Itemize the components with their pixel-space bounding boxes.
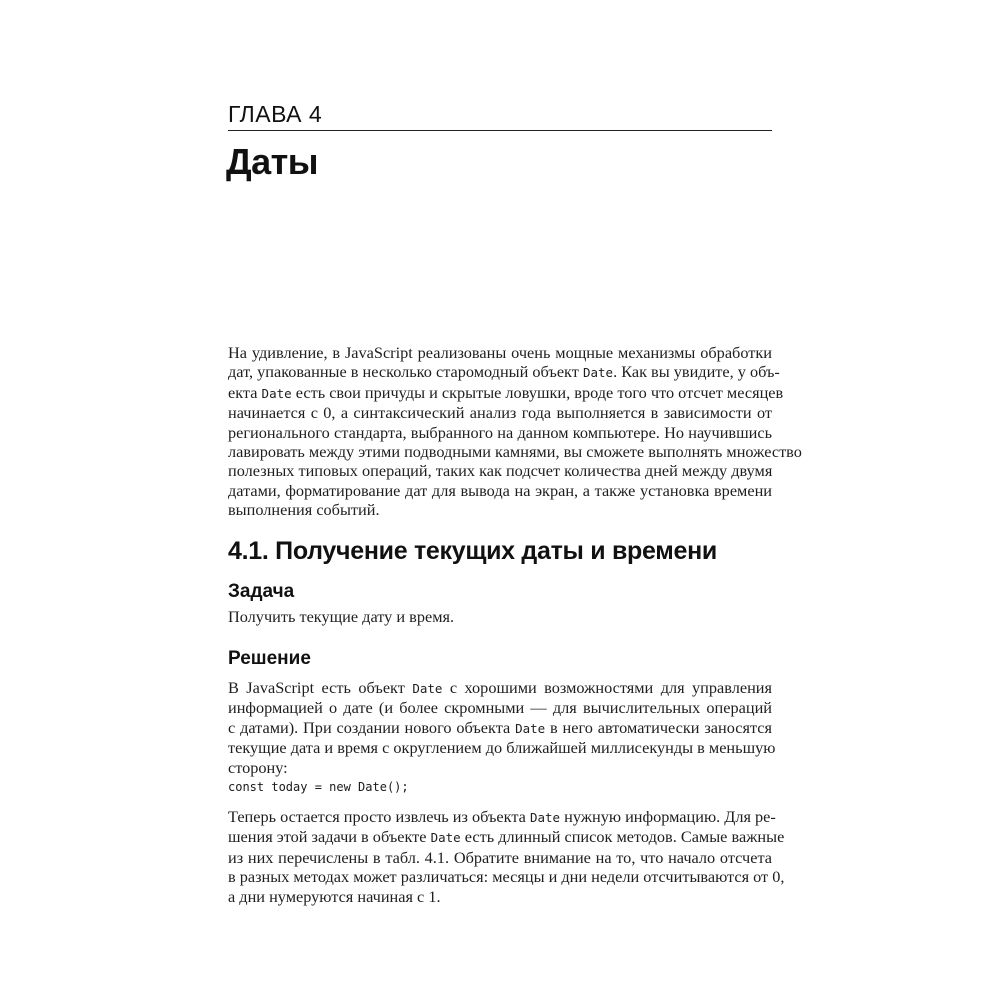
- section-title: 4.1. Получение текущих даты и времени: [228, 537, 717, 565]
- text-line: [228, 827, 785, 847]
- inline-code: Date: [582, 365, 614, 381]
- text-run: информацией о дате (и более скромными — для вычислительных операций: [228, 698, 772, 718]
- text-line: [228, 481, 772, 500]
- inline-code: Date: [412, 681, 443, 696]
- text-run: с датами). При создании нового объекта: [228, 717, 516, 737]
- chapter-title: Даты: [226, 141, 319, 182]
- text-run: текущие дата и время с округлением до ближайшей миллисекунды в меньшую: [228, 738, 776, 758]
- text-run: шения этой задачи в объекте: [228, 827, 431, 847]
- text-run: начинается с 0, а синтаксический анализ года выполняется в зависимости от: [228, 403, 772, 423]
- text-line: [228, 758, 772, 777]
- after-code-paragraph: [228, 807, 785, 906]
- text-run: лавировать между этими подводными камнями, вы сможете выполнять множество: [228, 442, 802, 462]
- text-run: есть свои причуды и скрытые ловушки, вроде того что отсчет месяцев: [291, 382, 784, 402]
- text-line: [228, 887, 772, 906]
- text-run: На удивление, в JavaScript реализованы очень мощные механизмы обработки: [228, 343, 772, 362]
- text-line: [228, 500, 772, 519]
- text-run: сторону:: [228, 757, 288, 777]
- text-run: в него автоматически заносятся: [545, 717, 772, 737]
- chapter-label: ГЛАВА 4: [228, 101, 323, 127]
- solution-paragraph: [228, 678, 776, 777]
- text-run: полезных типовых операций, таких как подсчет количества дней между двумя: [228, 461, 773, 481]
- text-line: [228, 423, 772, 442]
- text-run: екта: [228, 382, 262, 402]
- text-run: а дни нумеруются начиная с 1.: [228, 886, 441, 906]
- solution-heading: Решение: [228, 648, 311, 669]
- text-run: датами, форматирование дат для вывода на экран, а также установка времени: [228, 480, 772, 500]
- text-line: [228, 848, 772, 867]
- text-run: есть длинный список методов. Самые важные: [460, 827, 785, 847]
- task-heading: Задача: [228, 581, 295, 602]
- code-sample: const today = new Date();: [228, 780, 409, 794]
- text-run: . Как вы увидите, у объ-: [613, 362, 780, 382]
- text-line: [228, 362, 780, 382]
- text-run: в разных методах может различаться: месяцы и дни недели отсчитываются от 0,: [228, 867, 785, 887]
- text-line: [228, 698, 772, 717]
- text-line: [228, 807, 776, 827]
- chapter-rule: [228, 130, 772, 131]
- inline-code: Date: [529, 810, 561, 825]
- intro-paragraph: [228, 343, 802, 520]
- inline-code: Date: [261, 385, 292, 401]
- inline-code: Date: [515, 720, 546, 736]
- text-run: нужную информацию. Для ре-: [560, 807, 776, 826]
- text-line: [228, 461, 772, 480]
- text-run: В JavaScript есть объект: [228, 678, 413, 697]
- text-line: [228, 867, 785, 887]
- text-run: с хорошими возможностями для управления: [442, 678, 772, 697]
- text-run: из них перечислены в табл. 4.1. Обратите внимание на то, что начало отсчета: [228, 847, 772, 867]
- text-line: [228, 403, 772, 422]
- text-run: регионального стандарта, выбранного на данном компьютере. Но научившись: [228, 422, 772, 442]
- text-run: выполнения событий.: [228, 500, 380, 520]
- text-run: дат, упакованные в несколько старомодный объект: [228, 362, 583, 382]
- text-line: [228, 382, 784, 403]
- inline-code: Date: [430, 830, 461, 846]
- text-line: [228, 738, 776, 758]
- task-paragraph: [228, 607, 772, 626]
- text-line: [228, 442, 802, 462]
- text-line: [228, 718, 772, 738]
- text-line: [228, 343, 772, 362]
- text-run: Теперь остается просто извлечь из объекта: [228, 807, 530, 826]
- text-line: [228, 678, 772, 698]
- task-text: Получить текущие дату и время.: [228, 607, 455, 626]
